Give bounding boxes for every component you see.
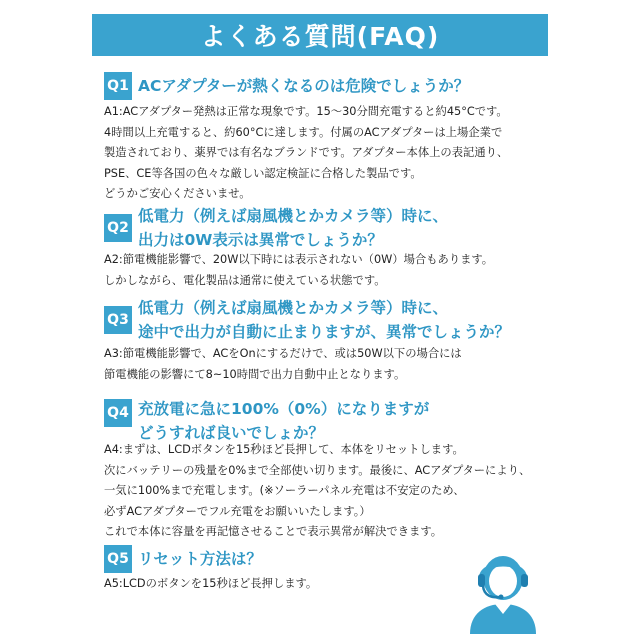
headset-operator-icon	[466, 548, 540, 634]
faq-question-2	[104, 204, 448, 252]
faq-answer-2: A2:節電機能影響で、20W以下時には表示されない（0W）場合もあります。 しかしながら、電化製品は通常に使えている状態です。	[104, 253, 494, 287]
question-text: ACアダプターが熱くなるのは危険でしょうか？	[138, 77, 470, 95]
question-badge: Q2	[104, 214, 132, 242]
question-badge: Q3	[104, 306, 132, 334]
faq-question-1	[104, 72, 469, 100]
question-text: リセット方法は？	[138, 550, 262, 568]
question-badge: Q5	[104, 545, 132, 573]
question-badge: Q1	[104, 72, 132, 100]
faq-title: よくある質問(FAQ)	[200, 22, 440, 51]
question-text: 充放電に急に100%（0%）になりますが どうすれば良いでしょか？	[138, 400, 430, 442]
faq-answer-4: A4:まずは、LCDボタンを15秒ほど長押して、本体をリセットします。 次にバッテリーの残量を0%まで全部使い切ります。最後に、ACアダプターにより、 一気に100%まで充電します。(※ソーラーパネル充電は不安定のため、 必ずACアダプターでフル充電をお願いいたします。） これで本体に容量を再記憶させることで表示異常が解決できます。	[104, 443, 531, 539]
faq-question-5	[104, 545, 262, 573]
faq-question-3	[104, 296, 510, 344]
question-text: 低電力（例えば扇風機とかカメラ等）時に、 出力は0W表示は異常でしょうか？	[138, 207, 449, 249]
faq-answer-3: A3:節電機能影響で、ACをOnにするだけで、或は50W以下の場合には 節電機能の影響にて8~10時間で出力自動中止となります。	[104, 347, 462, 381]
faq-answer-5: A5:LCDのボタンを15秒ほど長押します。	[104, 577, 318, 590]
faq-answer-1: A1:ACアダプター発熱は正常な現象です。15～30分間充電すると約45°Cです。 4時間以上充電すると、約60°Cに達します。付属のACアダプターは上場企業で 製造されており、薬界では有名なブランドです。アダプター本体上の表記通り、 PSE、CE等各国の色々な厳しい認定検証に合格した製品です。 どうかご安心くださいませ。	[104, 105, 509, 201]
question-text: 低電力（例えば扇風機とかカメラ等）時に、 途中で出力が自動に止まりますが、異常でしょうか？	[138, 299, 511, 341]
faq-title-banner	[92, 14, 548, 56]
question-badge: Q4	[104, 399, 132, 427]
faq-question-4	[104, 397, 429, 445]
